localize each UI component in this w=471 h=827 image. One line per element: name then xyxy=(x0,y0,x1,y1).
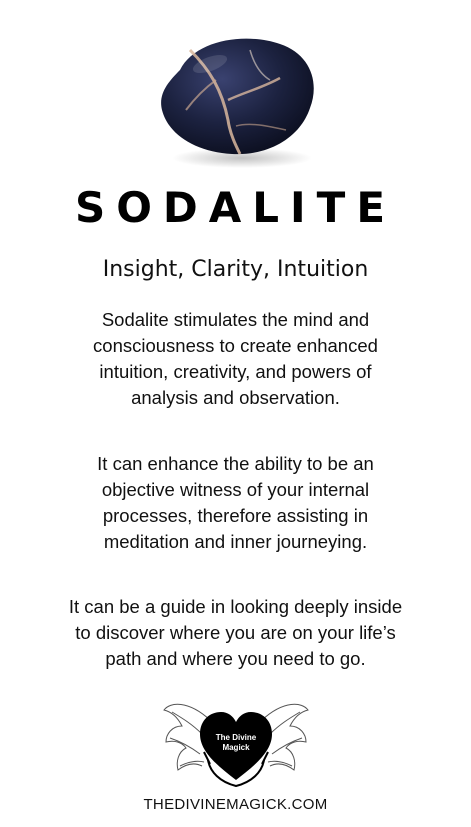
brand-logo xyxy=(158,690,314,790)
paragraph-line: analysis and observation. xyxy=(131,387,340,408)
paragraph-benefits xyxy=(30,451,441,555)
page-title: SODALITE xyxy=(74,183,397,232)
logo-text-line1: The Divine xyxy=(215,733,257,742)
subtitle: Insight, Clarity, Intuition xyxy=(102,257,369,282)
paragraph-line: objective witness of your internal xyxy=(101,479,370,500)
paragraph-guide xyxy=(30,594,441,672)
paragraph-line: meditation and inner journeying. xyxy=(103,531,368,552)
paragraph-line: Sodalite stimulates the mind and xyxy=(101,309,370,330)
paragraph-line: to discover where you are on your life’s xyxy=(75,622,396,643)
paragraph-line: path and where you need to go. xyxy=(105,648,366,669)
website-link[interactable]: THEDIVINEMAGICK.COM xyxy=(143,796,328,813)
paragraph-line: It can be a guide in looking deeply inside xyxy=(68,596,403,617)
paragraph-line: processes, therefore assisting in xyxy=(102,505,369,526)
paragraph-line: intuition, creativity, and powers of xyxy=(99,361,372,382)
paragraph-line: It can enhance the ability to be an xyxy=(97,453,374,474)
sodalite-stone-image xyxy=(150,30,322,172)
paragraph-description xyxy=(30,307,441,411)
paragraph-line: consciousness to create enhanced xyxy=(93,335,378,356)
logo-text-line2: Magick xyxy=(222,743,250,752)
